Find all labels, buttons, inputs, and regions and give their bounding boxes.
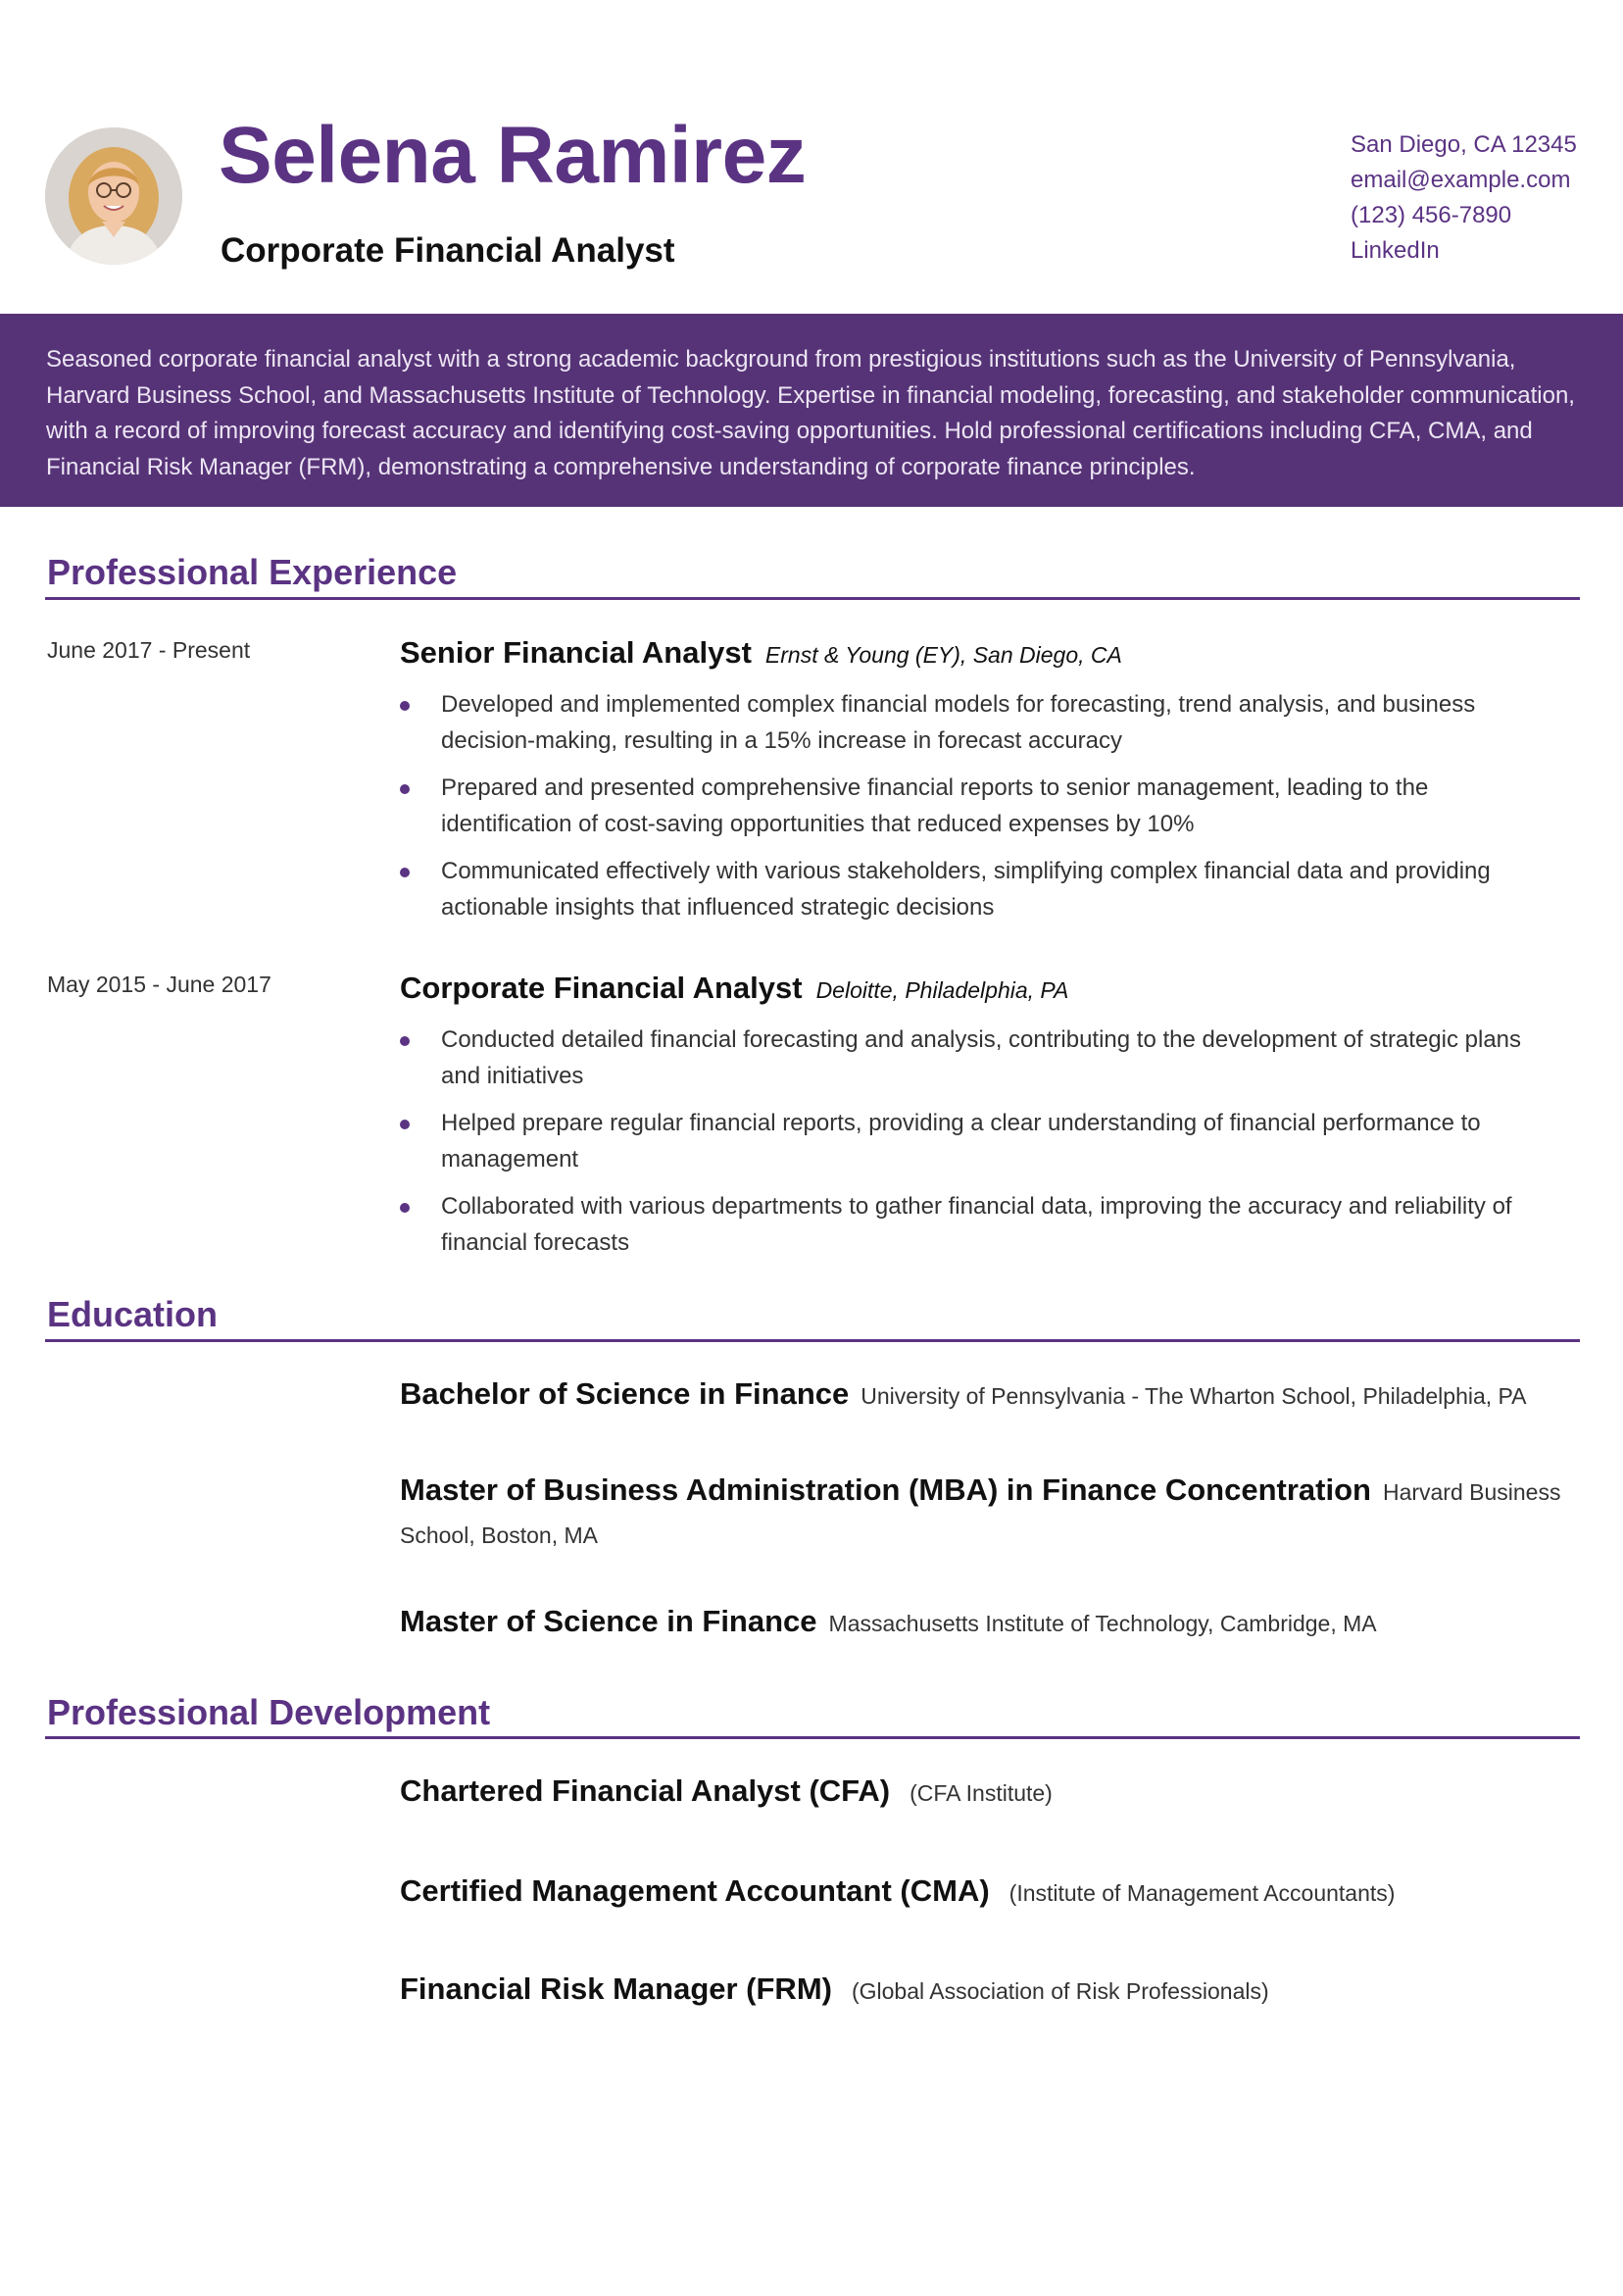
job-1-heading <box>400 635 1122 671</box>
job-1-bullets <box>400 686 1556 936</box>
contact-email-link[interactable]: email@example.com <box>1351 167 1571 193</box>
job-1-dates: June 2017 - Present <box>47 637 251 663</box>
certification-entry-2 <box>400 1872 1561 1917</box>
candidate-name: Selena Ramirez <box>219 111 807 200</box>
bullet-text: Prepared and presented comprehensive financial reports to senior management, leading to the identification of cost-saving opportunities that reduced expenses by 10% <box>441 774 1429 837</box>
bullet-dot-icon <box>400 868 410 877</box>
job-2-dates: May 2015 - June 2017 <box>47 972 271 997</box>
education-entry-2 <box>400 1471 1561 1559</box>
bullet-text: Communicated effectively with various stakeholders, simplifying complex financial data and providing actionable insights that influenced strategic decisions <box>441 858 1491 921</box>
certification-issuer: (Institute of Management Accountants) <box>1008 1880 1396 1906</box>
development-heading: Professional Development <box>47 1692 491 1732</box>
certification-entry-3 <box>400 1970 1561 2015</box>
job-1-company: Ernst & Young (EY), San Diego, CA <box>764 642 1122 668</box>
certification-entry-1 <box>400 1772 1561 1817</box>
development-divider <box>45 1736 1580 1739</box>
resume-header <box>0 0 1623 314</box>
job-2-heading <box>400 971 1068 1006</box>
candidate-title: Corporate Financial Analyst <box>221 231 675 270</box>
bullet-dot-icon <box>400 1203 410 1213</box>
bullet-text: Collaborated with various departments to gather financial data, improving the accuracy and reliability of financial forecasts <box>441 1193 1512 1256</box>
certification-name: Certified Management Accountant (CMA) <box>400 1873 990 1908</box>
summary-text: Seasoned corporate financial analyst with a strong academic background from prestigious institutions such as the University of Pennsylvania, Harvard Business School, and Massachusetts Institute of Technology. Expertise in financial modeling, forecasting, and stakeholder communication, with a record of improving forecast accuracy and identifying cost-saving opportunities. Hold professional certifications including CFA, CMA, and Financial Risk Manager (FRM), demonstrating a comprehensive understanding of corporate finance principles. <box>46 346 1575 480</box>
contact-phone: (123) 456-7890 <box>1351 202 1512 228</box>
bullet-dot-icon <box>400 1036 410 1046</box>
list-item <box>400 1188 1556 1261</box>
job-1-title: Senior Financial Analyst <box>400 635 752 670</box>
job-2-title: Corporate Financial Analyst <box>400 971 803 1005</box>
list-item <box>400 686 1556 759</box>
certification-name: Financial Risk Manager (FRM) <box>400 1972 832 2006</box>
certification-issuer: (CFA Institute) <box>910 1780 1053 1806</box>
degree-school: Massachusetts Institute of Technology, Cambridge, MA <box>828 1611 1377 1636</box>
degree-title: Bachelor of Science in Finance <box>400 1376 850 1411</box>
bullet-text: Conducted detailed financial forecasting and analysis, contributing to the development of strategic plans and initiatives <box>441 1026 1522 1089</box>
list-item <box>400 1022 1556 1094</box>
job-2-bullets <box>400 1022 1556 1272</box>
bullet-text: Developed and implemented complex financial models for forecasting, trend analysis, and business decision-making, resulting in a 15% increase in forecast accuracy <box>441 691 1476 754</box>
profile-photo-image <box>45 127 182 265</box>
contact-linkedin-link[interactable]: LinkedIn <box>1351 237 1440 264</box>
certification-issuer: (Global Association of Risk Professionals) <box>851 1978 1269 2004</box>
education-entry-3 <box>400 1602 1561 1647</box>
experience-heading: Professional Experience <box>47 552 458 592</box>
list-item <box>400 1105 1556 1177</box>
degree-title: Master of Science in Finance <box>400 1604 817 1638</box>
profile-photo <box>45 127 182 265</box>
degree-title: Master of Business Administration (MBA) in Finance Concentration <box>400 1472 1371 1507</box>
education-divider <box>45 1339 1580 1342</box>
bullet-text: Helped prepare regular financial reports, providing a clear understanding of financial performance to management <box>441 1110 1481 1173</box>
education-entry-1 <box>400 1374 1561 1420</box>
job-2-company: Deloitte, Philadelphia, PA <box>815 977 1069 1003</box>
list-item <box>400 770 1556 842</box>
bullet-dot-icon <box>400 701 410 711</box>
bullet-dot-icon <box>400 784 410 794</box>
contact-info <box>1351 127 1577 269</box>
degree-school: University of Pennsylvania - The Wharton School, Philadelphia, PA <box>861 1383 1527 1409</box>
contact-location: San Diego, CA 12345 <box>1351 131 1577 158</box>
experience-divider <box>45 597 1580 600</box>
degree-school: Harvard Business School, Boston, MA <box>400 1479 1561 1548</box>
bullet-dot-icon <box>400 1120 410 1129</box>
certification-name: Chartered Financial Analyst (CFA) <box>400 1773 891 1808</box>
list-item <box>400 853 1556 925</box>
education-heading: Education <box>47 1294 219 1334</box>
